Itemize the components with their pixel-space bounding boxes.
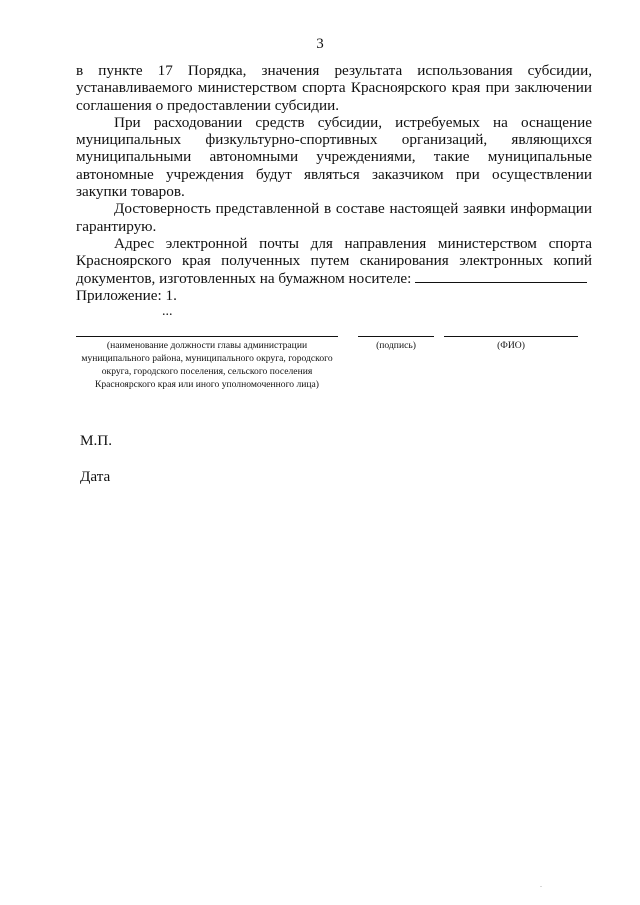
name-caption: (ФИО) [497,340,525,351]
paragraph-email [76,235,592,287]
page-number: 3 [316,36,324,52]
signature-line [358,336,434,337]
paragraph-spending: При расходовании средств субсидии, истребуемых на оснащение муниципальных физкультурно-спортивных организаций, являющихся муниципальными автономными учреждениями, такие муниципальные автономные учреждения будут являться заказчиком при осуществлении закупки товаров. [76,113,592,201]
position-signature-line [76,336,338,337]
date-label: Дата [80,468,111,485]
position-caption: (наименование должности главы администрации муниципального района, муниципального округа, городского округа, городского поселения, сельского поселения Красноярского края или иного уполномоченного лица) [81,340,333,390]
paragraph-subsidy-result: в пункте 17 Порядка, значения результата использования субсидии, устанавливаемого министерством спорта Красноярского края при заключении соглашения о предоставлении субсидии. [76,62,592,114]
scan-mark: . [540,880,542,889]
ellipsis: ... [162,304,173,319]
stamp-label: М.П. [80,432,113,449]
document-body [76,62,592,304]
name-signature-line [444,336,578,337]
attachment-line: Приложение: 1. [76,286,177,304]
email-text: Адрес электронной почты для направления министерством спорта Красноярского края полученных путем сканирования электронных копий документов, изготовленных на бумажном носителе: [76,234,592,287]
paragraph-guarantee: Достоверность представленной в составе настоящей заявки информации гарантирую. [76,200,592,235]
signature-caption: (подпись) [376,340,416,351]
email-blank-field [415,270,587,283]
